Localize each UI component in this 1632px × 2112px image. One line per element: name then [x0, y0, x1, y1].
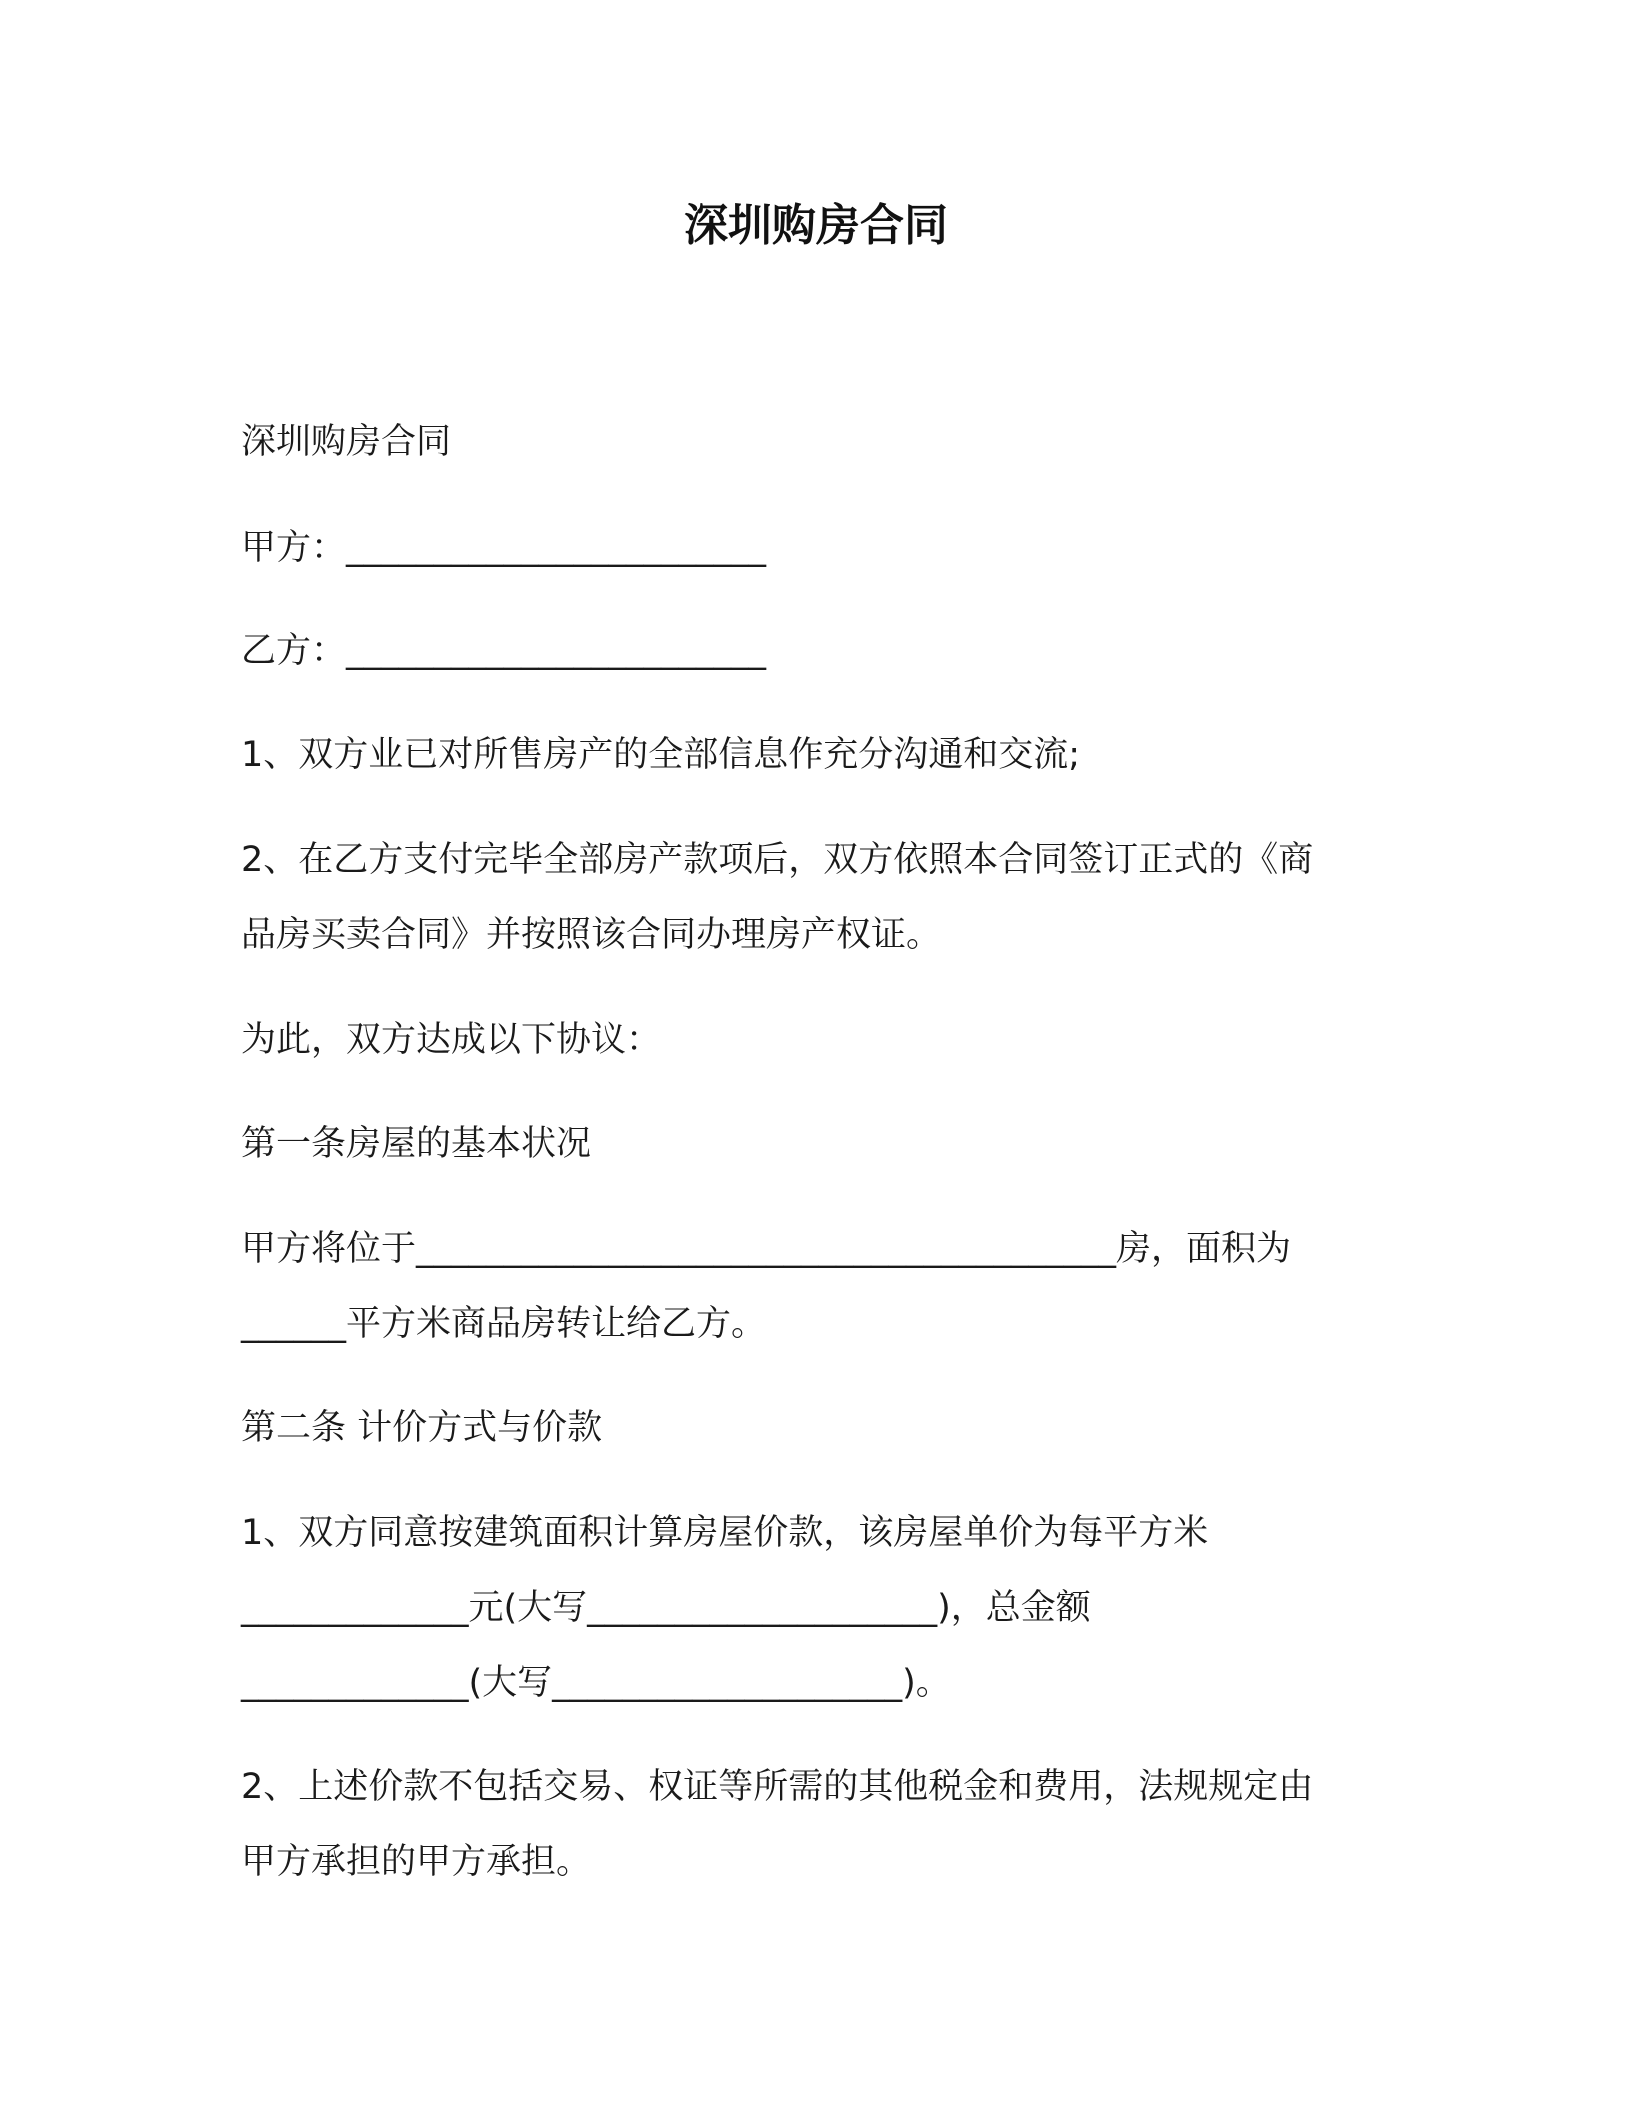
article-2-item-2-line-2: 甲方承担的甲方承担。 — [241, 1842, 592, 1882]
party-b-line: 乙方：________________________ — [241, 631, 767, 671]
party-a-line: 甲方：________________________ — [241, 528, 767, 568]
clause-intro-1: 1、双方业已对所售房产的全部信息作充分沟通和交流; — [241, 735, 1081, 775]
article-2-item-2-line-1: 2、上述价款不包括交易、权证等所需的其他税金和费用，法规规定由 — [241, 1767, 1314, 1807]
article-2-item-1-line-1: 1、双方同意按建筑面积计算房屋价款，该房屋单价为每平方米 — [241, 1513, 1209, 1553]
article-1-text-line-2: ______平方米商品房转让给乙方。 — [241, 1304, 767, 1344]
clause-intro-2-line-1: 2、在乙方支付完毕全部房产款项后，双方依照本合同签订正式的《商 — [241, 840, 1314, 880]
article-1-heading: 第一条房屋的基本状况 — [241, 1124, 592, 1164]
article-2-heading: 第二条 计价方式与价款 — [241, 1408, 603, 1448]
document-title: 深圳购房合同 — [684, 200, 948, 251]
article-2-item-1-line-2: _____________元(大写____________________)，总金额 — [241, 1588, 1091, 1628]
article-1-text-line-1: 甲方将位于________________________________________房，面积为 — [241, 1229, 1292, 1269]
agreement-statement: 为此，双方达成以下协议： — [241, 1020, 662, 1060]
contract-heading: 深圳购房合同 — [241, 422, 452, 462]
article-2-item-1-line-3: _____________(大写____________________)。 — [241, 1663, 951, 1703]
clause-intro-2-line-2: 品房买卖合同》并按照该合同办理房产权证。 — [241, 915, 942, 955]
